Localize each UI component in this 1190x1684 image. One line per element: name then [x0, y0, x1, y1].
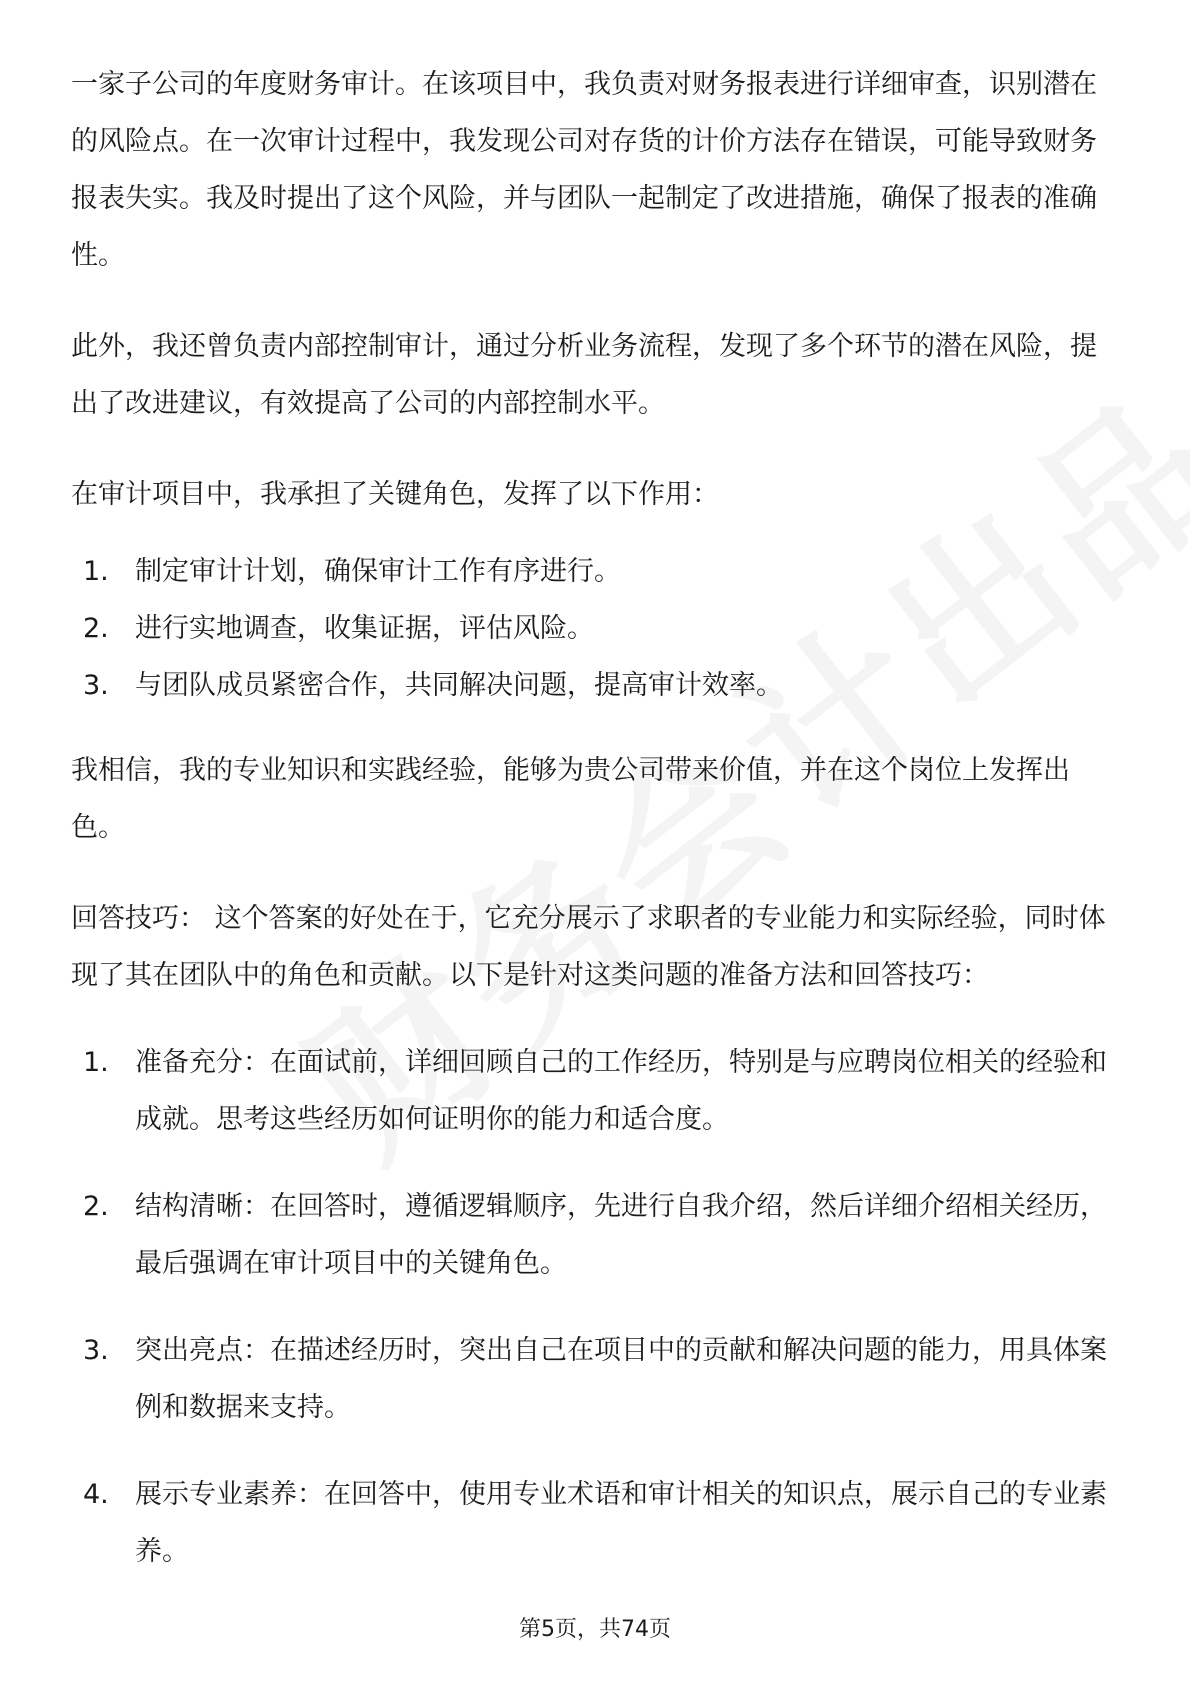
page-content — [71, 56, 1121, 1610]
list-item — [71, 600, 1121, 657]
list-item — [71, 1034, 1121, 1148]
list-number: 3. — [83, 1335, 109, 1366]
list-number: 2. — [83, 1191, 109, 1222]
list-item — [71, 1322, 1121, 1436]
tips-list — [71, 1034, 1121, 1580]
list-text: 突出亮点：在描述经历时，突出自己在项目中的贡献和解决问题的能力，用具体案例和数据来支持。 — [135, 1335, 1107, 1423]
list-item — [71, 657, 1121, 714]
list-text: 结构清晰：在回答时，遵循逻辑顺序，先进行自我介绍，然后详细介绍相关经历，最后强调在审计项目中的关键角色。 — [135, 1191, 1107, 1279]
roles-list — [71, 543, 1121, 714]
list-item — [71, 1466, 1121, 1580]
list-number: 1. — [83, 1047, 109, 1078]
list-item — [71, 543, 1121, 600]
list-number: 4. — [83, 1479, 109, 1510]
paragraph-belief: 我相信，我的专业知识和实践经验，能够为贵公司带来价值，并在这个岗位上发挥出色。 — [71, 755, 1070, 843]
paragraph-key-role: 在审计项目中，我承担了关键角色，发挥了以下作用： — [71, 479, 719, 510]
list-text: 进行实地调查，收集证据，评估风险。 — [135, 613, 594, 644]
list-text: 与团队成员紧密合作，共同解决问题，提高审计效率。 — [135, 670, 783, 701]
list-number: 3. — [83, 670, 109, 701]
list-number: 2. — [83, 613, 109, 644]
paragraph-answer-tips: 回答技巧： 这个答案的好处在于，它充分展示了求职者的专业能力和实际经验，同时体现了其在团队中的角色和贡献。以下是针对这类问题的准备方法和回答技巧： — [71, 903, 1106, 991]
list-text: 准备充分：在面试前，详细回顾自己的工作经历，特别是与应聘岗位相关的经验和成就。思考这些经历如何证明你的能力和适合度。 — [135, 1047, 1107, 1135]
paragraph-audit-experience: 一家子公司的年度财务审计。在该项目中，我负责对财务报表进行详细审查，识别潜在的风险点。在一次审计过程中，我发现公司对存货的计价方法存在错误，可能导致财务报表失实。我及时提出了这个风险，并与团队一起制定了改进措施，确保了报表的准确性。 — [71, 69, 1097, 271]
list-item — [71, 1178, 1121, 1292]
list-text: 展示专业素养：在回答中，使用专业术语和审计相关的知识点，展示自己的专业素养。 — [135, 1479, 1107, 1567]
page-number: 第5页，共74页 — [519, 1617, 671, 1642]
list-number: 1. — [83, 556, 109, 587]
list-text: 制定审计计划，确保审计工作有序进行。 — [135, 556, 621, 587]
paragraph-internal-control: 此外，我还曾负责内部控制审计，通过分析业务流程，发现了多个环节的潜在风险，提出了改进建议，有效提高了公司的内部控制水平。 — [71, 331, 1097, 419]
